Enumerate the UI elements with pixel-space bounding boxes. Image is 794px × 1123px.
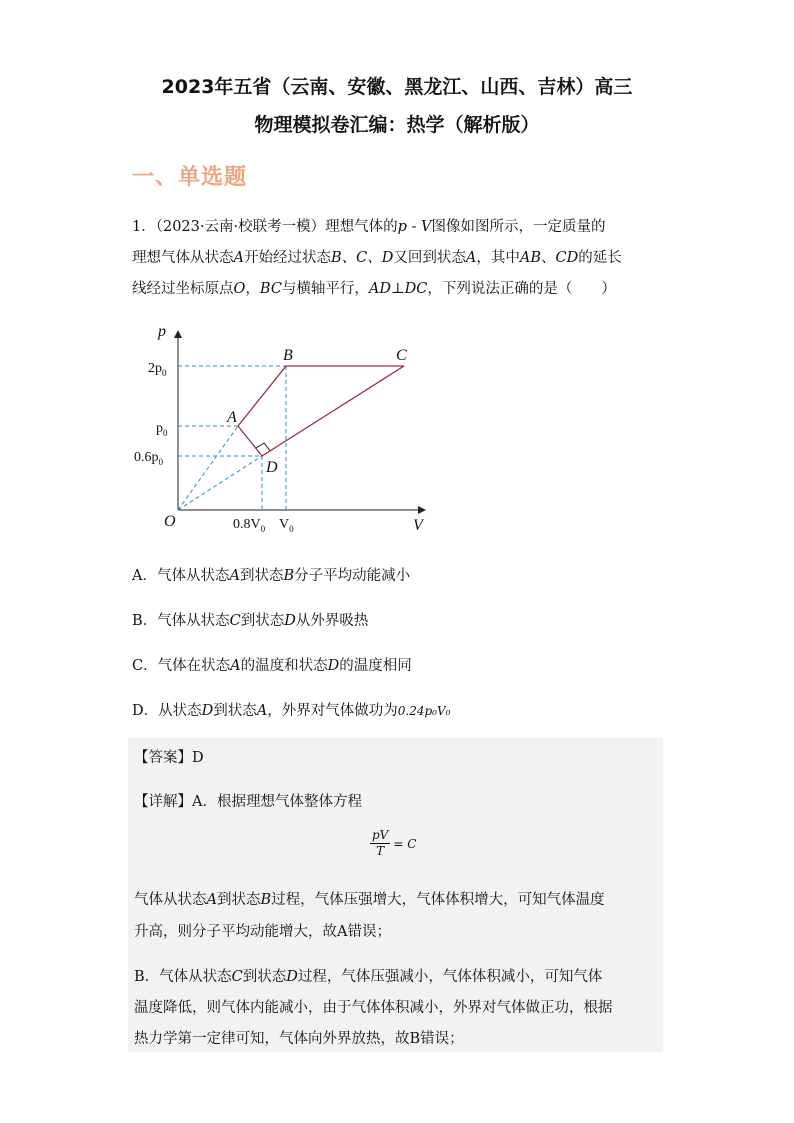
right-angle-mark bbox=[256, 443, 270, 451]
title-line-1: 2023年五省（云南、安徽、黑龙江、山西、吉林）高三 bbox=[161, 76, 633, 98]
tick-2p0: $2p_0$ bbox=[148, 361, 167, 378]
question-line-2: 理想气体从状态A开始经过状态B、C、D又回到状态A，其中AB、CD的延长 bbox=[132, 250, 622, 266]
label-p: p bbox=[158, 323, 166, 340]
label-d: D bbox=[266, 459, 278, 476]
tick-08v0: $0.8V_0$ bbox=[233, 517, 266, 534]
ideal-gas-formula: $\frac{pV}{T}$ = C bbox=[372, 828, 417, 858]
label-c: C bbox=[396, 347, 407, 364]
answer-line: 【答案】D bbox=[134, 750, 204, 766]
detail-b-line-2: 温度降低，则气体内能减小，由于气体体积减小，外界对气体做正功，根据 bbox=[134, 1000, 613, 1016]
detail-a-line-2: 升高，则分子平均动能增大，故A错误； bbox=[134, 924, 391, 940]
detail-b-line-1: B．气体从状态C到状态D过程，气体压强减小，气体体积减小，可知气体 bbox=[134, 969, 603, 985]
section-heading: 一、单选题 bbox=[132, 165, 248, 190]
label-v: V bbox=[413, 517, 423, 534]
label-b: B bbox=[283, 347, 293, 364]
question-line-3: 线经过坐标原点O，BC与横轴平行，AD⊥DC，下列说法正确的是（ ） bbox=[132, 281, 616, 297]
option-c: C．气体在状态A的温度和状态D的温度相同 bbox=[132, 658, 412, 674]
title-line-2: 物理模拟卷汇编：热学（解析版） bbox=[254, 114, 540, 136]
dash-od bbox=[178, 456, 262, 510]
label-o: O bbox=[164, 513, 176, 530]
segment-ab bbox=[238, 366, 286, 426]
option-b: B．气体从状态C到状态D从外界吸热 bbox=[132, 613, 369, 629]
label-a: A bbox=[227, 409, 237, 426]
tick-06p0: $0.6p_0$ bbox=[134, 450, 163, 467]
question-stem bbox=[132, 212, 662, 305]
detail-a-line-1: 气体从状态A到状态B过程，气体压强增大，气体体积增大，可知气体温度 bbox=[134, 892, 605, 908]
option-a: A．气体从状态A到状态B分子平均动能减小 bbox=[132, 568, 411, 584]
pv-diagram bbox=[128, 318, 448, 550]
tick-v0: $V_0$ bbox=[279, 517, 294, 534]
dash-oa bbox=[178, 426, 238, 510]
option-d: D．从状态D到状态A，外界对气体做功为0.24p₀V₀ bbox=[132, 703, 451, 719]
question-line-1: 1．（2023·云南·校联考一模）理想气体的p - V图像如图所示，一定质量的 bbox=[132, 219, 606, 235]
page-title bbox=[100, 68, 694, 144]
segment-da bbox=[238, 426, 262, 456]
detail-intro: 【详解】A．根据理想气体整体方程 bbox=[134, 794, 362, 810]
detail-b-line-3: 热力学第一定律可知，气体向外界放热，故B错误； bbox=[134, 1031, 464, 1047]
segment-cd bbox=[262, 366, 404, 456]
tick-p0: $p_0$ bbox=[156, 421, 168, 438]
